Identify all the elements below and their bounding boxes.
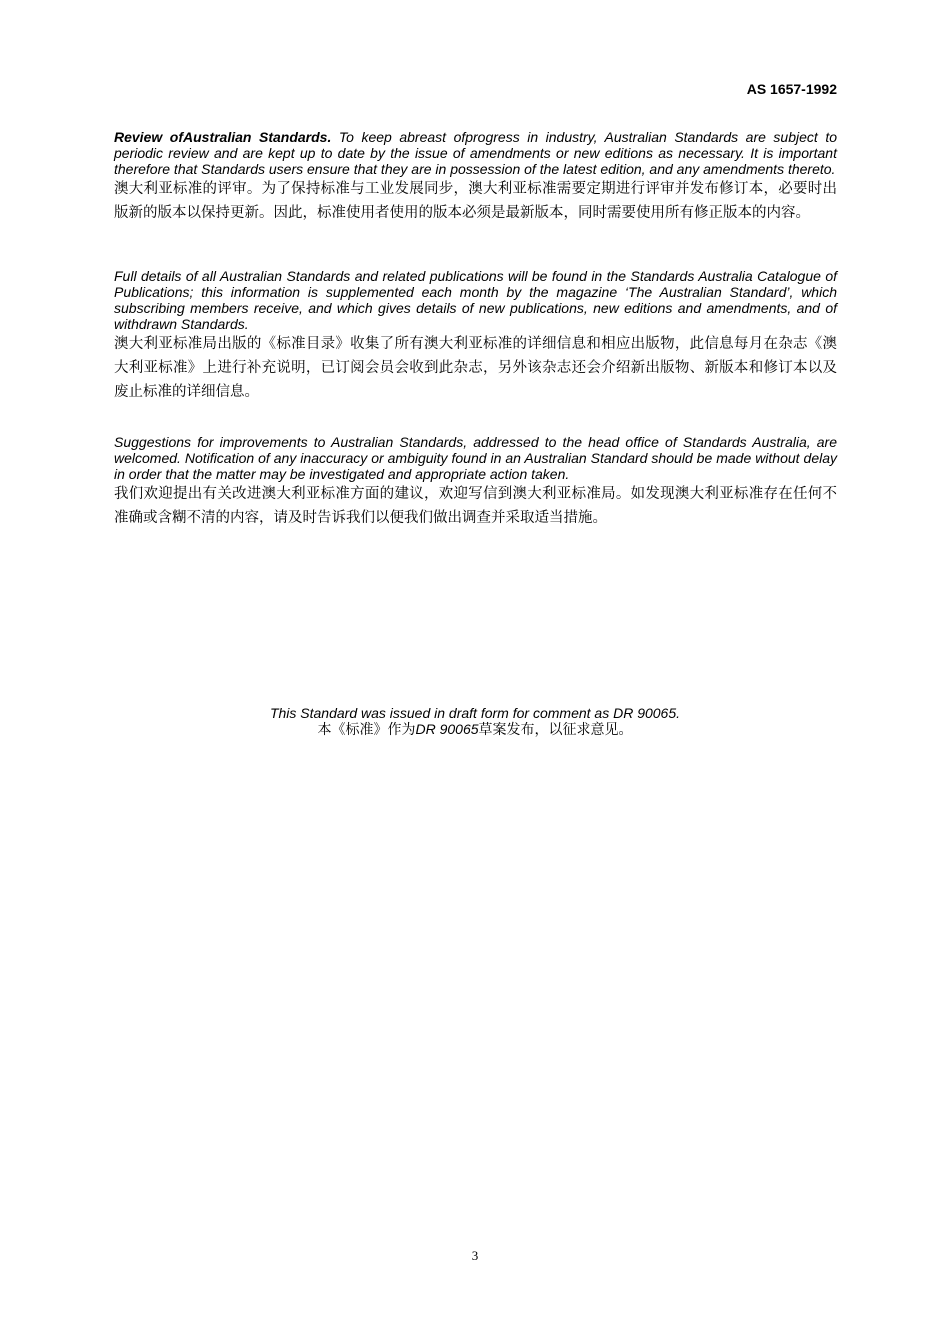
- page-number: 3: [471, 1248, 479, 1263]
- review-paragraph-zh: 澳大利亚标准的评审。为了保持标准与工业发展同步，澳大利亚标准需要定期进行评审并发布修订本，必要时出版新的版本以保持更新。因此，标准使用者使用的版本必须是最新版本，同时需要使用所有修正版本的内容。: [114, 181, 837, 221]
- catalogue-paragraph-en: Full details of all Australian Standards and related publications will be found in the Standards Australia Catalogue of Publications; this information is supplemented each month by the magazine ‘The Australian Standard’, which subscribing members receive, and which gives details of new publications, new editions and amendments, and of withdrawn Standards.: [114, 268, 837, 332]
- draft-note: [0, 705, 950, 738]
- review-text-en: To keep abreast ofprogress in industry, Australian Standards are subject to periodic review and are kept up to date by the issue of amendments or new editions as necessary. It is important therefore that Standards users ensure that they are in possession of the latest edition, and any amendments thereto.: [114, 129, 837, 177]
- draft-note-zh-prefix: 本《标准》作为: [317, 722, 416, 738]
- review-heading: Review ofAustralian Standards.: [114, 129, 332, 145]
- draft-note-zh: [0, 721, 950, 738]
- review-section: [114, 129, 837, 225]
- draft-note-en: This Standard was issued in draft form for comment as DR 90065.: [269, 705, 681, 721]
- catalogue-paragraph-zh: 澳大利亚标准局出版的《标准目录》收集了所有澳大利亚标准的详细信息和相应出版物，此信息每月在杂志《澳大利亚标准》上进行补充说明，已订阅会员会收到此杂志，另外该杂志还会介绍新出版物、新版本和修订本以及废止标准的详细信息。: [114, 336, 837, 400]
- suggestions-paragraph-en: Suggestions for improvements to Australian Standards, addressed to the head office of Standards Australia, are welcomed. Notification of any inaccuracy or ambiguity found in an Australian Standard should be made without delay in order that the matter may be investigated and appropriate action taken.: [114, 434, 837, 482]
- suggestions-section: [114, 434, 837, 530]
- draft-note-zh-suffix: 草案发布，以征求意见。: [478, 722, 633, 738]
- catalogue-section: [114, 268, 837, 404]
- draft-note-zh-code: DR 90065: [415, 721, 479, 737]
- suggestions-paragraph-zh: 我们欢迎提出有关改进澳大利亚标准方面的建议，欢迎写信到澳大利亚标准局。如发现澳大利亚标准存在任何不准确或含糊不清的内容，请及时告诉我们以便我们做出调查并采取适当措施。: [114, 486, 837, 526]
- document-number: AS 1657-1992: [746, 81, 837, 97]
- review-paragraph-en: [114, 129, 837, 177]
